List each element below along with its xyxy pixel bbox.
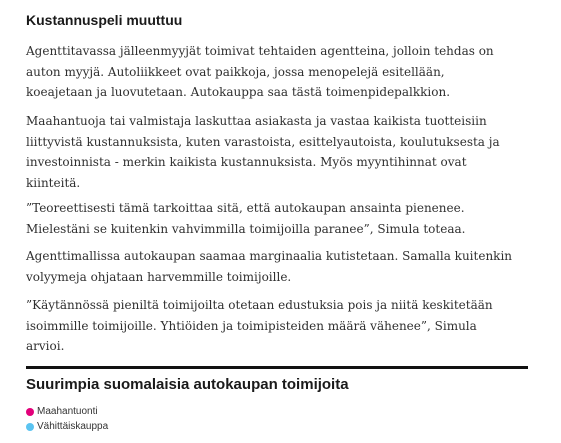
legend-label: Vähittäiskauppa <box>37 421 109 432</box>
legend-dot-icon <box>26 423 34 431</box>
article-paragraph <box>26 246 512 287</box>
graphic-title: Suurimpia suomalaisia autokaupan toimijoita <box>26 376 349 393</box>
paragraph-line: ”Teoreettisesti tämä tarkoittaa sitä, että autokaupan ansainta pienenee. <box>26 201 465 215</box>
section-heading: Kustannuspeli muuttuu <box>26 12 183 28</box>
paragraph-line: kiinteitä. <box>26 175 81 190</box>
paragraph-line: investoinnista - merkin kaikista kustannuksista. Myös myyntihinnat ovat <box>26 155 467 169</box>
paragraph-line: Agenttitavassa jälleenmyyjät toimivat tehtaiden agentteina, jolloin tehdas on <box>26 44 494 58</box>
legend-item-vahittaiskauppa <box>26 419 108 434</box>
paragraph-line: ”Käytännössä pieniltä toimijoilta otetaan edustuksia pois ja niitä keskitetään <box>26 298 493 312</box>
paragraph-line: koeajetaan ja luovutetaan. Autokauppa saa tästä toimenpidepalkkion. <box>26 85 451 99</box>
paragraph-line: liittyvistä kustannuksista, kuten varastoista, esittelyautoista, koulutuksesta ja <box>26 134 500 149</box>
legend-label: Maahantuonti <box>37 406 98 417</box>
legend-dot-icon <box>26 408 34 416</box>
graphic-legend <box>26 404 108 434</box>
paragraph-line: Mielestäni se kuitenkin vahvimmilla toimijoilla paranee”, Simula toteaa. <box>26 221 466 236</box>
article-paragraph <box>26 295 493 357</box>
section-divider <box>26 366 528 369</box>
paragraph-line: Maahantuoja tai valmistaja laskuttaa asiakasta ja vastaa kaikista tuotteisiin <box>26 114 487 128</box>
paragraph-line: isoimmille toimijoille. Yhtiöiden ja toimipisteiden määrä vähenee”, Simula <box>26 318 477 333</box>
paragraph-line: arvioi. <box>26 339 65 353</box>
article-paragraph <box>26 41 494 103</box>
paragraph-line: auton myyjä. Autoliikkeet ovat paikkoja, jossa menopelejä esitellään, <box>26 64 445 79</box>
paragraph-line: volyymeja ohjataan harvemmille toimijoille. <box>26 269 292 284</box>
article-paragraph <box>26 111 500 193</box>
article-paragraph <box>26 198 465 239</box>
legend-item-maahantuonti <box>26 404 108 419</box>
paragraph-line: Agenttimallissa autokaupan saamaa marginaalia kutistetaan. Samalla kuitenkin <box>26 249 513 263</box>
